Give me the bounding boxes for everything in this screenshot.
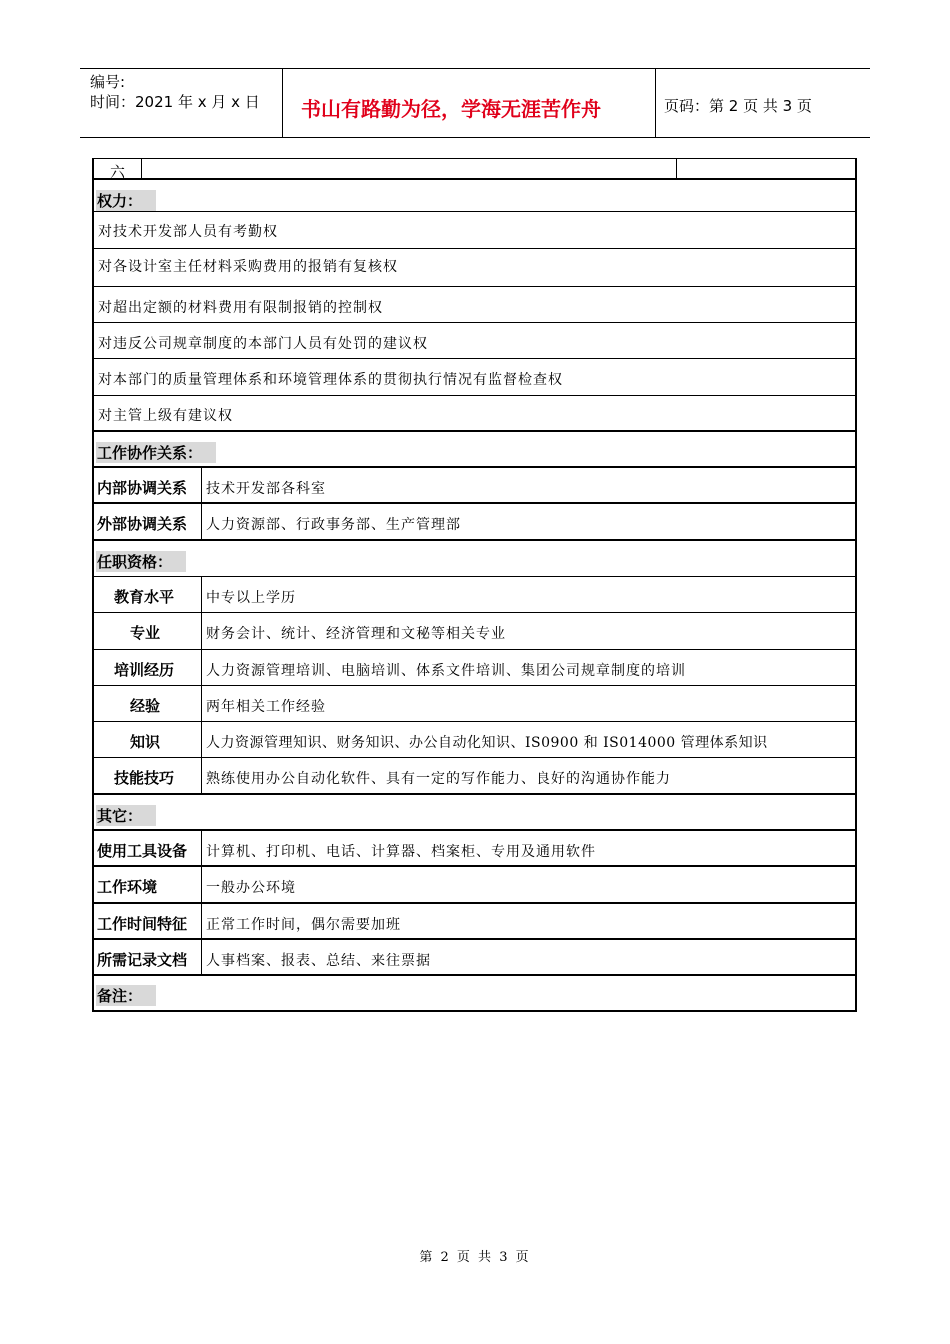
- power-item: 对超出定额的材料费用有限制报销的控制权: [98, 300, 383, 316]
- row-label: 工作环境: [97, 878, 158, 896]
- table-row-six: [92, 158, 857, 180]
- page-footer: 第 2 页 共 3 页: [419, 1250, 531, 1265]
- table-row: [92, 650, 857, 686]
- row-label-cell: [94, 904, 202, 938]
- row-label: 专业: [130, 624, 161, 642]
- row-label-cell: [94, 686, 202, 721]
- table-row: [92, 940, 857, 976]
- section-other-title: 其它：: [96, 805, 156, 826]
- power-item: 对技术开发部人员有考勤权: [98, 224, 278, 240]
- row-label-cell: [94, 650, 202, 685]
- table-row: [92, 577, 857, 613]
- row-label-cell: [94, 831, 202, 865]
- row-value: 计算机、打印机、电话、计算器、档案柜、专用及通用软件: [206, 844, 596, 860]
- row-label-cell: [94, 577, 202, 612]
- row-label: 内部协调关系: [97, 479, 188, 497]
- row-label: 工作时间特征: [97, 915, 188, 933]
- table-row: [92, 468, 857, 504]
- section-power-header: [92, 180, 857, 212]
- document-number-label: 编号:: [90, 73, 126, 91]
- table-row: [92, 831, 857, 867]
- list-item: [92, 249, 857, 287]
- row-label-cell: [94, 613, 202, 649]
- row-label-cell: [94, 504, 202, 539]
- job-description-table: [92, 158, 857, 1012]
- row-label: 经验: [130, 697, 161, 715]
- power-item: 对本部门的质量管理体系和环境管理体系的贯彻执行情况有监督检查权: [98, 372, 563, 388]
- header-motto: 书山有路勤为径，学海无涯苦作舟: [301, 97, 601, 121]
- row-label: 技能技巧: [114, 769, 175, 787]
- row-value: 人力资源管理培训、电脑培训、体系文件培训、集团公司规章制度的培训: [206, 663, 686, 679]
- section-other-header: [92, 795, 857, 831]
- row-label: 教育水平: [114, 588, 175, 606]
- document-header: [80, 68, 870, 138]
- row-label: 知识: [130, 733, 161, 751]
- row-label: 培训经历: [114, 661, 175, 679]
- row-label-cell: [94, 722, 202, 757]
- power-item: 对各设计室主任材料采购费用的报销有复核权: [98, 259, 398, 275]
- table-row: [92, 867, 857, 904]
- row-value: 两年相关工作经验: [206, 699, 326, 715]
- table-row: [92, 758, 857, 795]
- row-label-cell: [94, 468, 202, 502]
- row-label-cell: [94, 940, 202, 974]
- list-item: [92, 359, 857, 396]
- row-label: 所需记录文档: [97, 951, 188, 969]
- section-cooperation-title: 工作协作关系：: [96, 442, 216, 463]
- row-label-cell: [94, 867, 202, 902]
- list-item: [92, 323, 857, 359]
- document-time-label: 时间：2021 年 x 月 x 日: [90, 93, 260, 111]
- section-qualification-header: [92, 541, 857, 577]
- row-label-cell: [94, 758, 202, 793]
- section-qualification-title: 任职资格：: [96, 551, 186, 572]
- power-item: 对主管上级有建议权: [98, 408, 233, 424]
- row-value: 人力资源管理知识、财务知识、办公自动化知识、IS0900 和 IS014000 管理体系知识: [206, 735, 768, 751]
- header-page-info: 页码：第 2 页 共 3 页: [664, 97, 812, 115]
- row-value: 一般办公环境: [206, 880, 296, 896]
- section-remarks: [92, 976, 857, 1012]
- list-item: [92, 212, 857, 249]
- section-power-title: 权力：: [96, 190, 156, 211]
- section-cooperation-header: [92, 432, 857, 468]
- row-value: 中专以上学历: [206, 590, 296, 606]
- header-meta-cell: [80, 69, 283, 137]
- row-value: 财务会计、统计、经济管理和文秘等相关专业: [206, 626, 506, 642]
- power-item: 对违反公司规章制度的本部门人员有处罚的建议权: [98, 336, 428, 352]
- row-six-number-cell: [94, 159, 142, 181]
- table-row: [92, 722, 857, 758]
- header-page-cell: [656, 69, 870, 137]
- row-value: 正常工作时间，偶尔需要加班: [206, 917, 401, 933]
- row-label: 外部协调关系: [97, 515, 188, 533]
- section-remarks-title: 备注：: [96, 985, 156, 1006]
- list-item: [92, 287, 857, 323]
- row-six-number: 六: [110, 163, 126, 181]
- table-row: [92, 904, 857, 940]
- table-row: [92, 504, 857, 541]
- table-row: [92, 686, 857, 722]
- row-value: 人事档案、报表、总结、来往票据: [206, 953, 431, 969]
- row-label: 使用工具设备: [97, 842, 188, 860]
- row-value: 技术开发部各科室: [206, 481, 326, 497]
- cell-divider: [676, 159, 677, 178]
- row-value: 熟练使用办公自动化软件、具有一定的写作能力、良好的沟通协作能力: [206, 771, 671, 787]
- header-motto-cell: [283, 69, 656, 137]
- list-item: [92, 396, 857, 432]
- row-value: 人力资源部、行政事务部、生产管理部: [206, 517, 461, 533]
- table-row: [92, 613, 857, 650]
